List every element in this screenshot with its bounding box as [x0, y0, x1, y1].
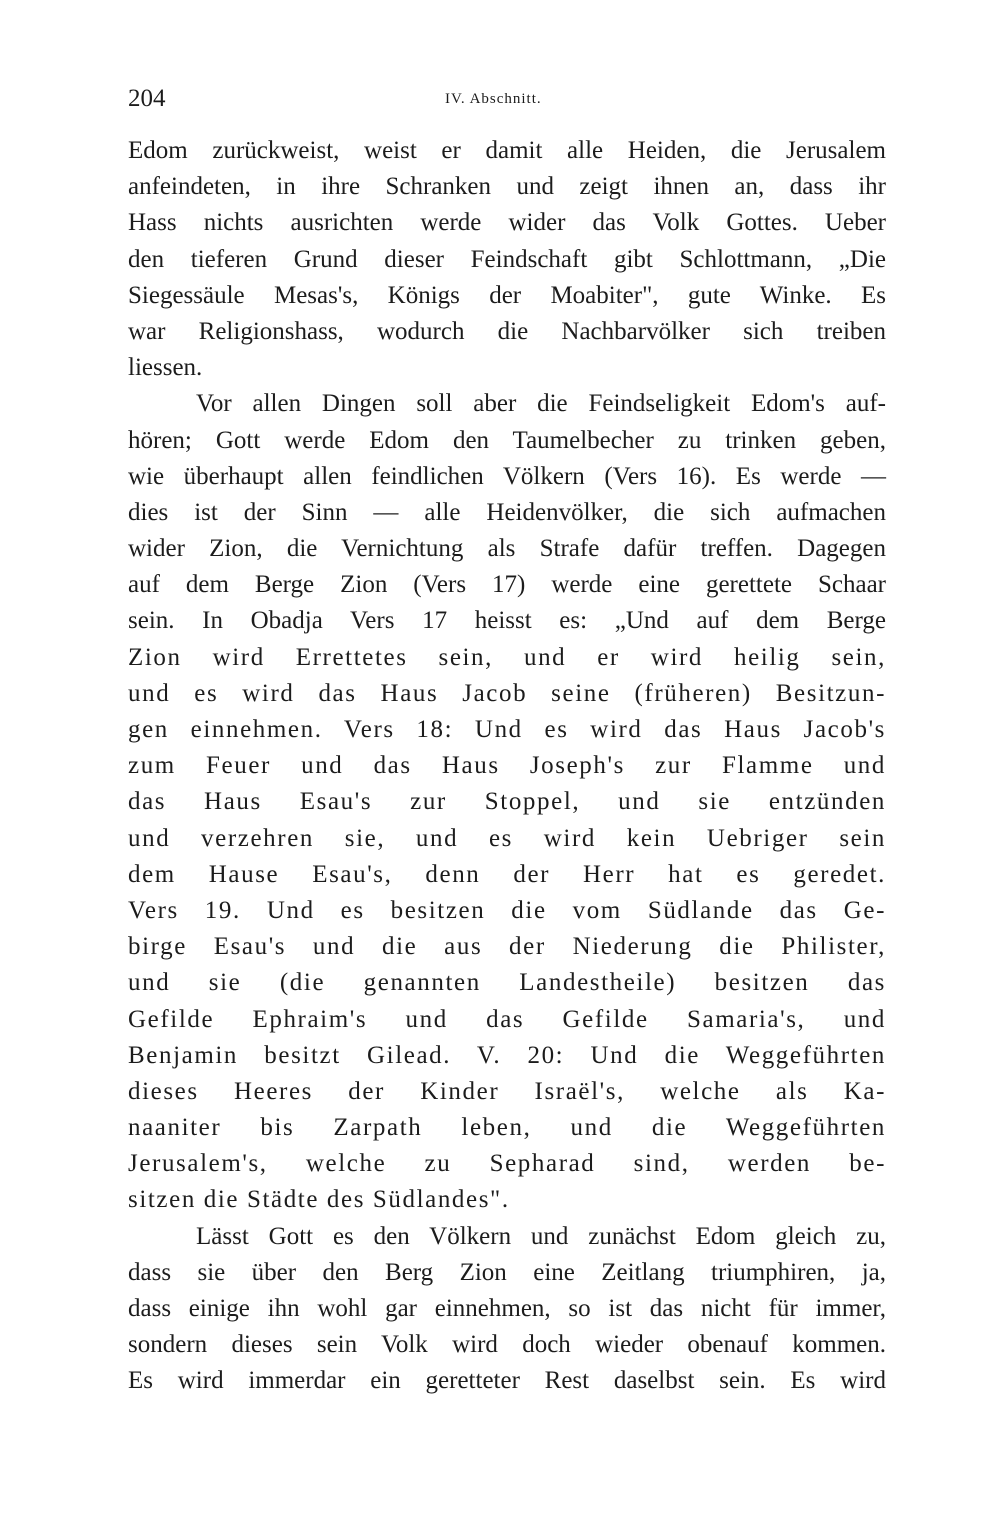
text-line: wie überhaupt allen feindlichen Völkern (Vers 16). Es werde —	[128, 462, 886, 490]
text-line: Jerusalem's, welche zu Sepharad sind, werden be-	[128, 1150, 886, 1178]
text-line: Lässt Gott es den Völkern und zunächst Edom gleich zu,	[196, 1222, 886, 1250]
text-line: hören; Gott werde Edom den Taumelbecher zu trinken geben,	[128, 426, 886, 454]
text-line: und verzehren sie, und es wird kein Uebriger sein	[128, 824, 886, 852]
text-line: den tieferen Grund dieser Feindschaft gibt Schlottmann, „Die	[128, 245, 886, 273]
text-line: war Religionshass, wodurch die Nachbarvölker sich treiben	[128, 317, 886, 345]
text-line: wider Zion, die Vernichtung als Strafe dafür treffen. Dagegen	[128, 535, 886, 563]
text-line: naaniter bis Zarpath leben, und die Weggeführten	[128, 1114, 886, 1142]
text-line: zum Feuer und das Haus Joseph's zur Flamme und	[128, 752, 886, 780]
paragraph-3	[128, 1219, 886, 1400]
text-line: und es wird das Haus Jacob seine (früheren) Besitzun-	[128, 679, 886, 707]
running-head	[128, 84, 886, 114]
text-line: anfeindeten, in ihre Schranken und zeigt ihnen an, dass ihr	[128, 173, 886, 201]
text-line: gen einnehmen. Vers 18: Und es wird das Haus Jacob's	[128, 716, 886, 743]
text-line: Edom zurückweist, weist er damit alle Heiden, die Jerusalem	[128, 137, 886, 164]
text-line: dem Hause Esau's, denn der Herr hat es geredet.	[128, 860, 886, 888]
text-line: dieses Heeres der Kinder Israël's, welche als Ka-	[128, 1077, 886, 1105]
paragraph-1	[128, 133, 886, 386]
text-line: Gefilde Ephraim's und das Gefilde Samaria's, und	[128, 1005, 886, 1033]
text-line: dass sie über den Berg Zion eine Zeitlang triumphiren, ja,	[128, 1258, 886, 1286]
text-line: und sie (die genannten Landestheile) besitzen das	[128, 969, 886, 997]
text-line: sein. In Obadja Vers 17 heisst es: „Und auf dem Berge	[128, 607, 886, 635]
text-line: Vor allen Dingen soll aber die Feindseligkeit Edom's auf-	[196, 390, 886, 418]
text-line: Siegessäule Mesas's, Königs der Moabiter", gute Winke. Es	[128, 281, 886, 309]
text-line: Zion wird Errettetes sein, und er wird heilig sein,	[128, 643, 886, 671]
text-line: liessen.	[128, 354, 203, 382]
text-line: birge Esau's und die aus der Niederung die Philister,	[128, 933, 886, 961]
text-line: Vers 19. Und es besitzen die vom Südlande das Ge-	[128, 896, 886, 924]
body-text	[128, 133, 886, 1400]
text-line: auf dem Berge Zion (Vers 17) werde eine gerettete Schaar	[128, 571, 886, 599]
paragraph-2	[128, 386, 886, 1218]
text-line: Es wird immerdar ein geretteter Rest daselbst sein. Es wird	[128, 1367, 886, 1395]
page-number: 204	[128, 85, 166, 112]
text-line: dies ist der Sinn — alle Heidenvölker, die sich aufmachen	[128, 498, 886, 526]
text-line: dass einige ihn wohl gar einnehmen, so ist das nicht für immer,	[128, 1295, 886, 1322]
text-line: sondern dieses sein Volk wird doch wieder obenauf kommen.	[128, 1331, 886, 1359]
section-title: IV. Abschnitt.	[445, 91, 542, 107]
text-line: sitzen die Städte des Südlandes".	[128, 1186, 510, 1214]
text-line: Hass nichts ausrichten werde wider das Volk Gottes. Ueber	[128, 209, 886, 237]
text-line: Benjamin besitzt Gilead. V. 20: Und die Weggeführten	[128, 1041, 886, 1069]
text-line: das Haus Esau's zur Stoppel, und sie entzünden	[128, 788, 886, 816]
